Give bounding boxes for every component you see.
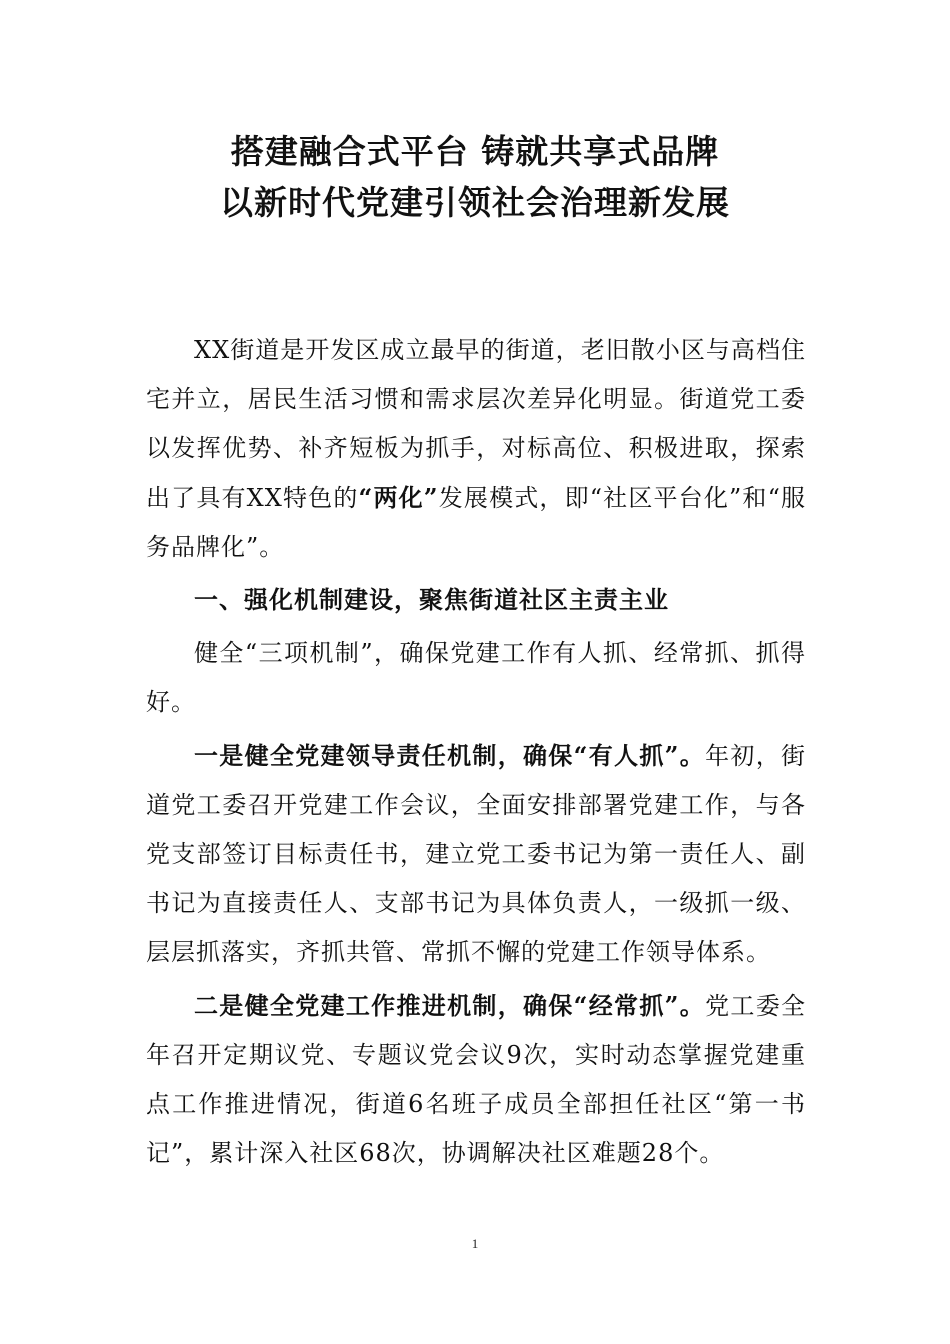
document-title xyxy=(0,126,950,228)
point-paragraph-2 xyxy=(146,981,806,1178)
intro-bold-term: “两化” xyxy=(358,483,439,512)
point-2-text: 党工委全年召开定期议党、专题议党会议9次，实时动态掌握党建重点工作推进情况，街道6名班子成员全部担任社区“第一书记”，累计深入社区68次，协调解决社区难题28个。 xyxy=(146,992,807,1167)
point-2-bold: 二是健全党建工作推进机制，确保“经常抓”。 xyxy=(194,991,706,1020)
point-1-bold: 一是健全党建领导责任机制，确保“有人抓”。 xyxy=(194,741,706,770)
intro-text-2: 发展模式，即“社区平台化”和“服务品牌化”。 xyxy=(146,484,807,561)
document-body xyxy=(146,326,806,1182)
point-paragraph-1 xyxy=(146,731,806,977)
title-line-1: 搭建融合式平台 铸就共享式品牌 xyxy=(230,132,720,171)
point-1-text: 年初，街道党工委召开党建工作会议，全面安排部署党建工作，与各党支部签订目标责任书，建立党工委书记为第一责任人、副书记为直接责任人、支部书记为具体负责人，一级抓一级、层层抓落实，齐抓共管、常抓不懈的党建工作领导体系。 xyxy=(146,742,807,966)
page-number: 1 xyxy=(471,1236,479,1251)
section-heading-1: 一、强化机制建设，聚焦街道社区主责主业 xyxy=(194,586,669,614)
title-line-2: 以新时代党建引领社会治理新发展 xyxy=(220,183,730,222)
section-lead-paragraph: 健全“三项机制”，确保党建工作有人抓、经常抓、抓得好。 xyxy=(146,639,806,716)
intro-paragraph xyxy=(146,326,806,572)
intro-text-1: XX街道是开发区成立最早的街道，老旧散小区与高档住宅并立，居民生活习惯和需求层次差异化明显。街道党工委以发挥优势、补齐短板为抓手，对标高位、积极进取，探索出了具有XX特色的 xyxy=(146,336,806,512)
